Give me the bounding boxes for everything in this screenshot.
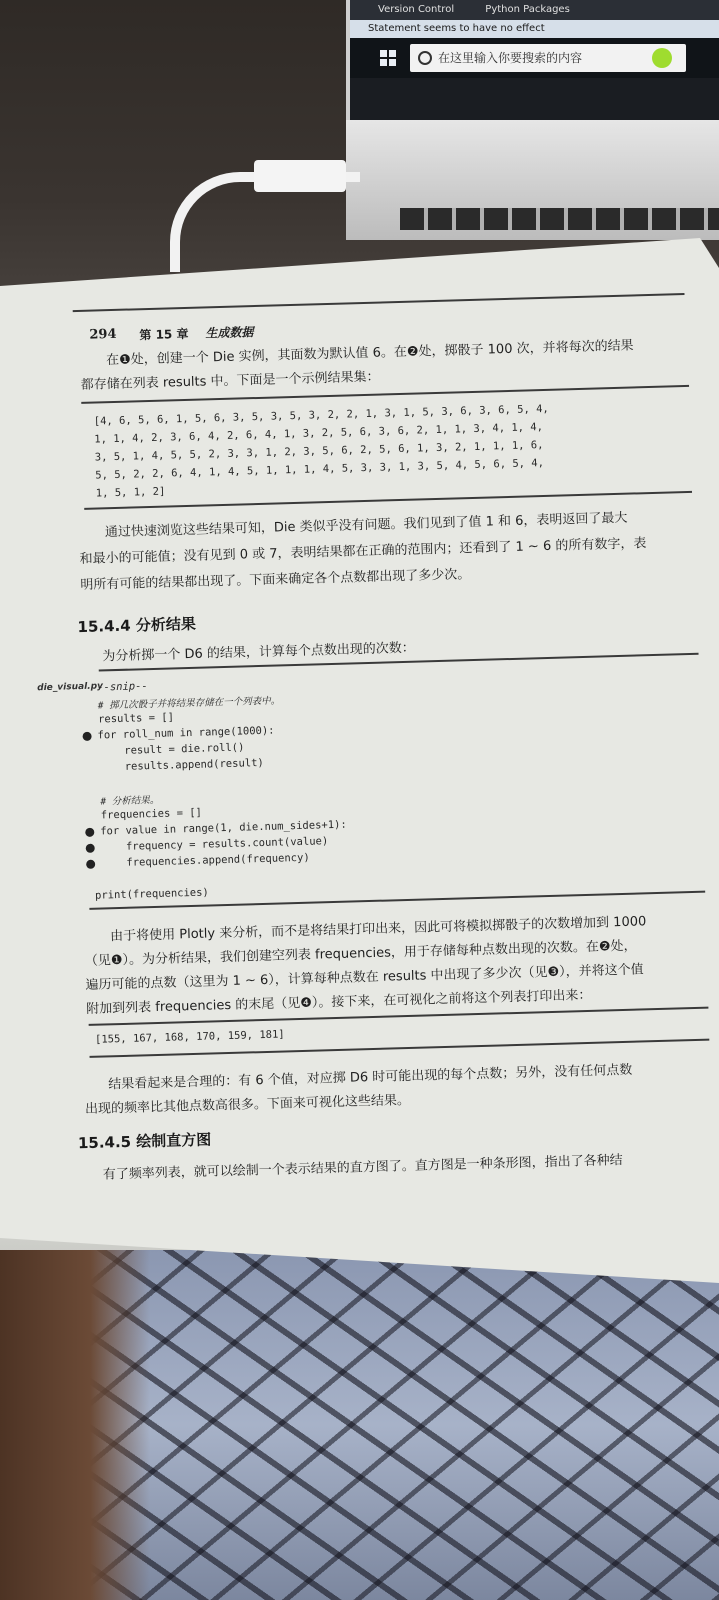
python-packages-tab[interactable]: Python Packages [485, 4, 570, 15]
code-line-8: # 分析结果。 [100, 794, 160, 808]
version-control-tab[interactable]: Version Control [378, 4, 455, 15]
marker-1-icon [82, 731, 91, 740]
paragraph-5-line-1: 结果看起来是合理的：有 6 个值，对应掷 D6 时可能出现的每个点数；另外，没有任何点数 [108, 1062, 633, 1093]
paragraph-1-line-2: 都存储在列表 results 中。下面是一个示例结果集： [80, 369, 380, 393]
page-number: 294 [89, 326, 117, 343]
code-file-label: die_visual.py [37, 681, 104, 694]
paragraph-1-line-1: 在❶处，创建一个 Die 实例，其面数为默认值 6。在❷处，掷骰子 100 次，并将每次的结果 [105, 338, 634, 369]
results-line-5: 1, 5, 1, 2] [95, 485, 166, 500]
results-line-1: [4, 6, 5, 6, 1, 5, 6, 3, 5, 3, 5, 3, 2, 2, 1, 3, 1, 5, 3, 6, 3, 6, 5, 4, [93, 402, 549, 428]
chapter-title: 生成数据 [205, 325, 254, 341]
paragraph-2-line-2: 和最小的可能值；没有见到 0 或 7，表明结果都在正确的范围内；还看到了 1 ~ 6 的所有数字，表 [79, 536, 647, 567]
header-top-rule [73, 293, 685, 312]
paragraph-4-line-1: 由于将使用 Plotly 来分析，而不是将结果打印出来，因此可将模拟掷骰子的次数增加到 1000 [109, 914, 647, 945]
code-line-12: frequencies.append(frequency) [86, 852, 310, 870]
chapter-number: 第 15 章 [139, 326, 189, 343]
paragraph-3: 为分析掷一个 D6 的结果，计算每个点数出现的次数： [102, 640, 416, 665]
code-line-5: result = die.roll() [98, 741, 245, 758]
section-heading-15-4-5: 15.4.5 绘制直方图 [77, 1130, 212, 1153]
paragraph-4-line-3: 遍历可能的点数（这里为 1 ~ 6），计算每种点数在 results 中出现了多少次（见❸），并将这个值 [85, 962, 644, 993]
paragraph-4-line-4: 附加到列表 frequencies 的末尾（见❹）。接下来，在可视化之前将这个列表打印出来： [86, 987, 592, 1017]
search-placeholder: 在这里输入你要搜索的内容 [438, 51, 583, 65]
code-line-3: results = [] [97, 711, 175, 726]
section-heading-15-4-4: 15.4.4 分析结果 [77, 614, 197, 637]
code-line-1: --snip-- [97, 680, 148, 694]
marker-4-icon [86, 859, 95, 868]
results-line-4: 5, 5, 2, 2, 6, 4, 1, 4, 5, 1, 1, 1, 4, 5, 3, 3, 1, 3, 5, 4, 5, 6, 5, 4, [95, 456, 545, 482]
paragraph-5-line-2: 出现的频率比其他点数高很多。下面来可视化这些结果。 [84, 1092, 411, 1118]
frequencies-output: [155, 167, 168, 170, 159, 181] [94, 1028, 285, 1046]
paragraph-2-line-1: 通过快速浏览这些结果可知，Die 类似乎没有问题。我们见到了值 1 和 6，表明返回了最大 [104, 510, 628, 541]
paragraph-4-line-2: （见❶）。为分析结果，我们创建空列表 frequencies，用于存储每种点数出现的次数。在❷处， [84, 938, 637, 970]
status-message: Statement seems to have no effect [350, 20, 719, 38]
results-line-2: 1, 1, 4, 2, 3, 6, 4, 2, 6, 4, 1, 3, 2, 5, 6, 3, 6, 2, 1, 1, 3, 4, 1, 4, [94, 421, 544, 446]
results-line-3: 3, 5, 1, 4, 5, 5, 2, 3, 3, 1, 2, 3, 5, 6, 2, 5, 6, 1, 3, 2, 1, 1, 1, 6, [94, 439, 544, 464]
code-line-6: results.append(result) [99, 756, 264, 774]
code-line-4: for roll_num in range(1000): [82, 725, 274, 742]
paragraph-6: 有了频率列表，就可以绘制一个表示结果的直方图了。直方图是一种条形图，指出了各种结 [102, 1153, 623, 1183]
code-line-14: print(frequencies) [94, 886, 209, 902]
code-line-9: frequencies = [] [100, 806, 203, 822]
marker-2-icon [85, 827, 94, 836]
paragraph-2-line-3: 明所有可能的结果都出现了。下面来确定各个点数都出现了多少次。 [80, 567, 471, 593]
marker-3-icon [86, 843, 95, 852]
code-line-10: for value in range(1, die.num_sides+1): [85, 819, 347, 838]
code-line-11: frequency = results.count(value) [86, 835, 329, 854]
code-line-2: # 掷几次骰子并将结果存储在一个列表中。 [97, 695, 281, 712]
